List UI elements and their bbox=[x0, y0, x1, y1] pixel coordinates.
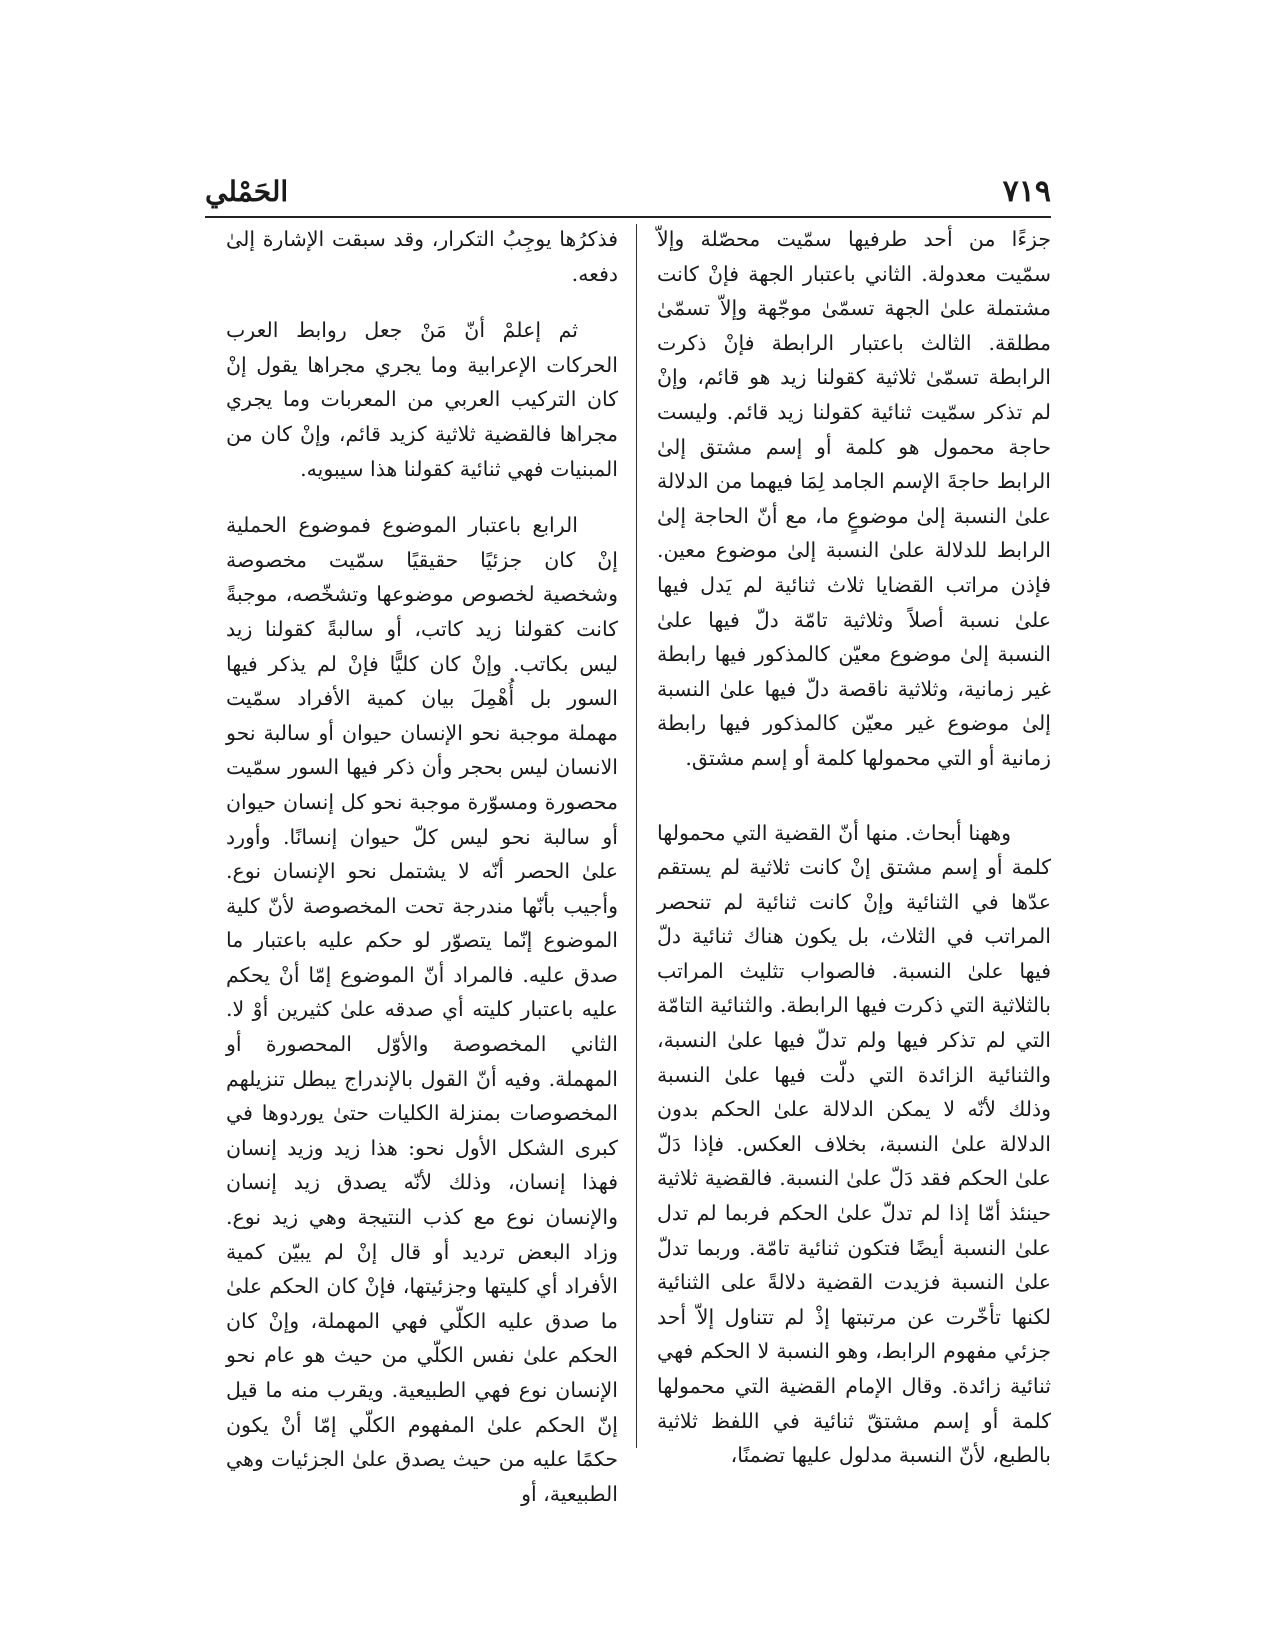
right-column-paragraph-2: وههنا أبحاث. منها أنّ القضية التي محمولها كلمة أو إسم مشتق إنْ كانت ثلاثية لم يستقم عدّها في الثنائية وإنْ كانت ثنائية لم تنحصر المراتب في الثلاث، بل يكون هناك ثنائية دلّ فيها علىٰ النسبة. فالصواب تثليث المراتب بالثلاثية التي ذكرت فيها الرابطة. والثنائية التامّة التي لم تذكر فيها ولم تدلّ فيها علىٰ النسبة، والثنائية الزائدة التي دلّت فيها علىٰ النسبة وذلك لأنّه لا يمكن الدلالة علىٰ الحكم بدون الدلالة علىٰ النسبة، بخلاف العكس. فإذا دَلّ علىٰ الحكم فقد دَلّ علىٰ النسبة. فالقضية ثلاثية حينئذ أمّا إذا لم تدلّ علىٰ الحكم فربما لم تدل علىٰ النسبة أيضًا فتكون ثنائية تامّة. وربما تدلّ علىٰ النسبة فزيدت القضية دلالةً على الثنائية لكنها تأخّرت عن مرتبتها إذْ لم تتناول إلاّ أحد جزئي مفهوم الرابط، وهو النسبة لا الحكم فهي ثنائية زائدة. وقال الإمام القضية التي محمولها كلمة أو إسم مشتقّ ثنائية في اللفظ ثلاثية بالطبع، لأنّ النسبة مدلول عليها تضمنًا، bbox=[657, 820, 1051, 1468]
page-number: ٧١٩ bbox=[1002, 174, 1051, 209]
column-divider bbox=[636, 224, 637, 1448]
right-column-paragraph-1: جزءًا من أحد طرفيها سمّيت محصّلة وإلاّ سمّيت معدولة. الثاني باعتبار الجهة فإنْ كانت مشتملة علىٰ الجهة تسمّىٰ موجّهة وإلاّ تسمّىٰ مطلقة. الثالث باعتبار الرابطة فإنْ ذكرت الرابطة تسمّىٰ ثلاثية كقولنا زيد هو قائم، وإنْ لم تذكر سمّيت ثنائية كقولنا زيد قائم. وليست حاجة محمول هو كلمة أو إسم مشتق إلىٰ الرابط حاجةَ الإسم الجامد لِمَا فيهما من الدلالة علىٰ النسبة إلىٰ موضوعٍ ما، مع أنّ الحاجة إلىٰ الرابط للدلالة علىٰ النسبة إلىٰ موضوع معين. فإذن مراتب القضايا ثلاث ثنائية لم يَدل فيها علىٰ نسبة أصلاً وثلاثية تامّة دلّ فيها علىٰ النسبة إلىٰ موضوع معيّن كالمذكور فيها رابطة غير زمانية، وثلاثية ناقصة دلّ فيها علىٰ النسبة إلىٰ موضوع غير معيّن كالمذكور فيها رابطة زمانية أو التي محمولها كلمة أو إسم مشتق. bbox=[657, 227, 1051, 770]
left-column-paragraph-1: فذكرُها يوجِبُ التكرار، وقد سبقت الإشارة إلىٰ دفعه. bbox=[226, 227, 618, 286]
header-rule bbox=[205, 216, 1051, 218]
running-title: الحَمْلي bbox=[205, 175, 289, 208]
left-column bbox=[226, 222, 618, 1511]
left-column-paragraph-3: الرابع باعتبار الموضوع فموضوع الحملية إنْ كان جزئيًا حقيقيًا سمّيت مخصوصة وشخصية لخصوص موضوعها وتشخّصه، موجبةً كانت كقولنا زيد كاتب، أو سالبةً كقولنا زيد ليس بكاتب. وإنْ كان كليًّا فإنْ لم يذكر فيها السور بل أُهْمِلَ بيان كمية الأفراد سمّيت مهملة موجبة نحو الإنسان حيوان أو سالبة نحو الانسان ليس بحجر وأن ذكر فيها السور سمّيت محصورة ومسوّرة موجبة نحو كل إنسان حيوان أو سالبة نحو ليس كلّ حيوان إنسانًا. وأورد علىٰ الحصر أنّه لا يشتمل نحو الإنسان نوع. وأجيب بأنّها مندرجة تحت المخصوصة لأنّ كلية الموضوع إنّما يتصوّر لو حكم عليه باعتبار ما صدق عليه. فالمراد أنّ الموضوع إمّا أنْ يحكم عليه باعتبار كليته أي صدقه علىٰ كثيرين أوْ لا. الثاني المخصوصة والأوّل المحصورة أو المهملة. وفيه أنّ القول بالإندراج يبطل تنزيلهم المخصوصات بمنزلة الكليات حتىٰ يوردوها في كبرى الشكل الأول نحو: هذا زيد وزيد إنسان فهذا إنسان، وذلك لأنّه يصدق زيد إنسان والإنسان نوع مع كذب النتيجة وهي زيد نوع. وزاد البعض ترديد أو قال إنْ لم يبيّن كمية الأفراد أي كليتها وجزئيتها، فإنْ كان الحكم علىٰ ما صدق عليه الكلّي فهي المهملة، وإنْ كان الحكم علىٰ نفس الكلّي من حيث هو عام نحو الإنسان نوع فهي الطبيعية. ويقرب منه ما قيل إنّ الحكم علىٰ المفهوم الكلّي إمّا أنْ يكون حكمًا عليه من حيث يصدق علىٰ الجزئيات وهي الطبيعية، أو bbox=[226, 513, 619, 1506]
left-column-paragraph-2: ثم إعلمْ أنّ مَنْ جعل روابط العرب الحركات الإعرابية وما يجري مجراها يقول إنْ كان التركيب العربي من المعربات وما يجري مجراها فالقضية ثلاثية كزيد قائم، وإنْ كان من المبنيات فهي ثنائية كقولنا هذا سيبويه. bbox=[226, 318, 618, 481]
page-header bbox=[205, 172, 1051, 216]
right-column bbox=[657, 222, 1051, 1473]
